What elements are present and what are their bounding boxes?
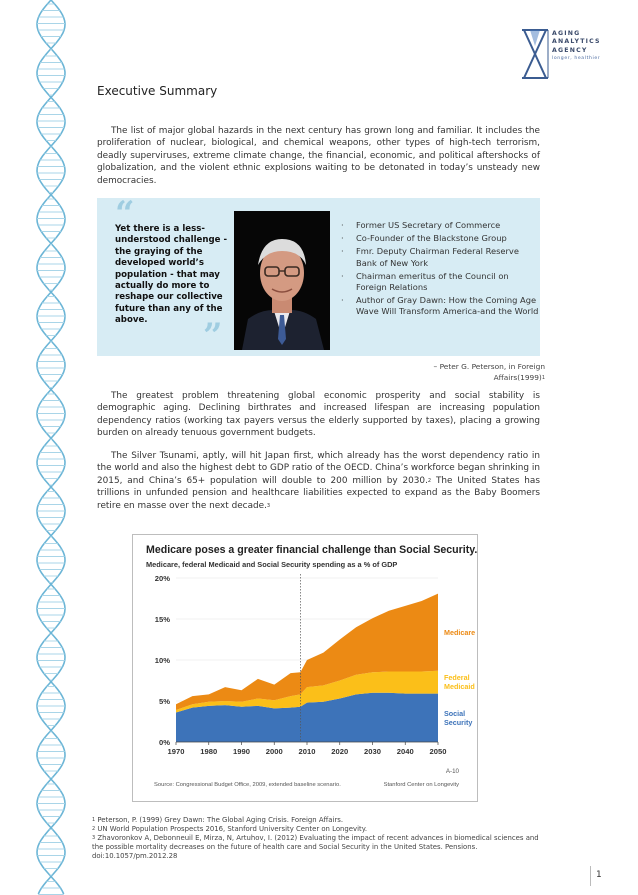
chart-title: Medicare poses a greater financial challenge than Social Security. xyxy=(146,544,478,556)
footnote-ref-3: 3 xyxy=(266,502,271,509)
attribution-line-1: – Peter G. Peterson, in Foreign xyxy=(433,362,545,371)
bio-bullet: · Author of Gray Dawn: How the Coming Age Wave Will Transform America-and the World xyxy=(341,295,541,317)
page-heading: Executive Summary xyxy=(97,84,218,98)
y-tick-label: 5% xyxy=(159,697,170,706)
series-label: Social xyxy=(444,708,466,718)
page-number: 1 xyxy=(596,870,602,880)
y-tick-label: 15% xyxy=(154,615,170,624)
portrait-illustration xyxy=(234,211,330,350)
logo-tagline: longer, healthier xyxy=(552,56,601,62)
logo-line-1: AGING xyxy=(552,30,581,37)
chart-subtitle: Medicare, federal Medicaid and Social Security spending as a % of GDP xyxy=(146,560,398,569)
footnotes xyxy=(92,816,552,861)
series-label: Security xyxy=(444,717,473,727)
close-quote-icon: ” xyxy=(203,316,223,356)
footnote-ref-2: 2 xyxy=(427,477,432,484)
tsunami-paragraph xyxy=(97,450,540,512)
chart-credit: Stanford Center on Longevity xyxy=(383,782,459,788)
footnote-item: $^2$ UN World Population Prospects 2016, Stanford University Center on Longevity. xyxy=(92,825,368,834)
x-tick-label: 2040 xyxy=(396,747,414,756)
quote-attribution xyxy=(380,362,545,384)
x-tick-label: 1970 xyxy=(167,747,185,756)
logo-line-2: ANALYTICS xyxy=(552,38,601,46)
x-tick-label: 1990 xyxy=(233,747,250,756)
intro-text: The list of major global hazards in the next century has grown long and familiar. It includes the proliferation of nuclear, biological, and chemical weapons, other types of high-tech terrorism, deadly superviruses, extreme climate change, the financial, economic, and political aftershocks of globalization, and the violent ethnic explosions waiting to be detonated in today’s unsteady new democracies. xyxy=(97,126,540,186)
y-tick-label: 0% xyxy=(159,738,170,747)
x-tick-label: 2030 xyxy=(364,747,381,756)
x-tick-label: 2010 xyxy=(298,747,316,756)
x-tick-label: 2020 xyxy=(331,747,349,756)
x-tick-label: 2050 xyxy=(429,747,447,756)
logo-line-3: AGENCY xyxy=(552,46,588,54)
bio-bullet-list xyxy=(341,220,541,320)
pull-quote: Yet there is a less-understood challenge - the graying of the developed world’s population - that may actually do more to reshape our collective future than any of the above. xyxy=(115,224,228,326)
bio-bullet: · Former US Secretary of Commerce xyxy=(341,220,541,231)
chart-source: Source: Congressional Budget Office, 2009, extended baseline scenario. xyxy=(154,782,341,788)
y-tick-label: 20% xyxy=(154,574,170,583)
open-quote-icon: “ xyxy=(115,194,135,234)
tsunami-text-b: The United States has trillions in unfunded pension and healthcare liabilities expected to expand as the Baby Boomers retire en masse over the next decade. xyxy=(97,475,540,511)
series-label: Medicare xyxy=(444,628,476,638)
footnote-item: $^3$ Zhavoronkov A, Debonneuil E, Mirza, N, Artuhov, I. (2012) Evaluating the impact of recent advances in biomedical sciences and the possible mortality decreases on the future of health care and Social Security in the United States. Pensions. doi:10.1057/pm.2012.28 xyxy=(92,834,539,861)
bio-bullet: · Co-Founder of the Blackstone Group xyxy=(341,233,541,244)
series-label: Medicaid xyxy=(444,682,475,692)
aging-paragraph xyxy=(97,390,540,440)
x-tick-label: 2000 xyxy=(265,747,283,756)
attribution-line-2: Affairs(1999) xyxy=(493,372,542,382)
attribution-footnote-ref: 1 xyxy=(541,374,545,381)
medicare-area-chart xyxy=(132,534,478,802)
medicare-chart xyxy=(132,534,478,802)
intro-paragraph xyxy=(97,125,540,187)
bio-bullet: · Fmr. Deputy Chairman Federal Reserve Bank of New York xyxy=(341,246,541,268)
series-label: Federal xyxy=(444,673,470,683)
page-number-divider xyxy=(590,866,591,886)
bio-bullet: · Chairman emeritus of the Council on Foreign Relations xyxy=(341,271,541,293)
aging-text: The greatest problem threatening global economic prosperity and social stability is demographic aging. Declining birthrates and increased lifespan are increasing population dependency ratios (working tax payers versus the elderly supported by taxes), placing a growing burden on already tenuous government budgets. xyxy=(97,391,540,439)
tsunami-text-a: The Silver Tsunami, aptly, will hit Japan first, which already has the worst dependency ratio in the world and also the highest debt to GDP ratio of the OECD. China’s workforce began shrinking in 2015, and China’s 65+ population will double to 200 million by 2030. xyxy=(97,451,540,486)
y-tick-label: 10% xyxy=(154,656,170,665)
agency-logo-text xyxy=(552,30,601,64)
portrait-photo xyxy=(234,211,330,350)
x-tick-label: 1980 xyxy=(200,747,218,756)
footnote-item: $^1$ Peterson, P. (1999) Grey Dawn: The Global Aging Crisis. Foreign Affairs. xyxy=(92,816,344,824)
dna-helix-decoration xyxy=(32,0,70,895)
quote-box xyxy=(97,194,540,356)
chart-id: A-10 xyxy=(445,768,459,775)
